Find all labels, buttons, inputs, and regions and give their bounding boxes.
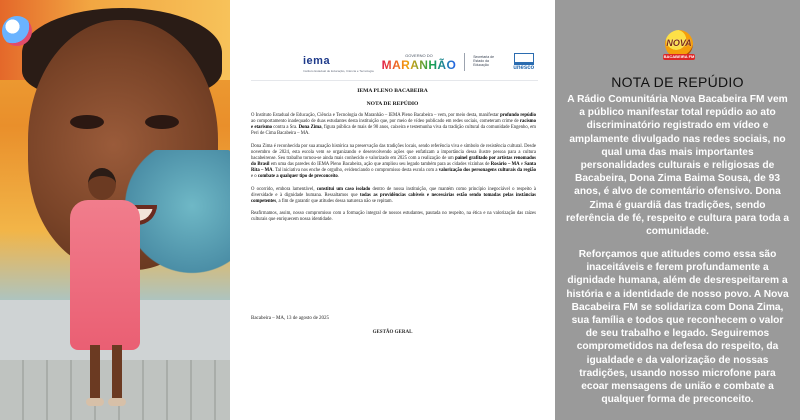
paragraph-4: Reafirmamos, assim, nosso compromisso com a formação integral de nossos estudantes, pautada no respeito, na ética e na valorização das raízes culturais que enriquecem nossa identidade. [251,211,536,223]
radio-statement-panel [555,0,800,420]
header-rule [251,80,538,81]
woman-leg-right [112,345,122,400]
paragraph-3: O ocorrido, embora lamentável, constitui um caso isolado dentro de nossa instituição, que mantém como princípio inegociável o respeito à diversidade e à dignidade humana. Ressaltamos que todas as providências cabíveis e necessárias estão sendo tomadas pelas instâncias competentes, a fim de garantir que atitudes dessa natureza não se repitam. [251,186,536,204]
mural-eye-left [70,115,104,129]
unesco-logo: unesco [513,53,534,71]
document-signature: GESTÃO GERAL [372,330,413,335]
radio-logo-word: NOVA [666,38,692,48]
woman-shoe-left [86,398,104,406]
paragraph-2: Dona Zima é reconhecida por sua atuação histórica na preservação das tradições locais, sendo referência viva e símbolo de resistência cultural. Desde novembro de 2024, esta escola vem se organizando e desenvolvendo ações que enfatizam a importância dessa ilustre pessoa para a cultura bacabeirense. Seu trabalho tornou-se ainda mais conhecido e valorizado em 2025 com a realização de um painel grafitado por artistas renomados do Brasil em uma das paredes do IEMA Pleno Bacabeira, ação que ampliou seu legado também para as cidades vizinhas de Rosário – MA e Santa Rita – MA. Tal iniciativa nos enche de orgulho, evidenciando o compromisso desta escola com a valorização dos personagens culturais da região e o combate a qualquer tipo de preconceito. [251,143,537,180]
woman-head [88,168,116,200]
document-logos [303,48,534,76]
woman-shoe-right [108,398,126,406]
nova-bacabeira-fm-logo [659,28,699,68]
sticker-icon [2,16,32,46]
paragraph-1: O Instituto Estadual de Educação, Ciência e Tecnologia do Maranhão – IEMA Pleno Bacabeira – vem, por meio desta, manifestar profundo repúdio ao comportamento inadequado de duas estudantes desta instituição que, por meio de vídeo publicado em redes sociais, cometeram crime de racismo e etarismo contra a Sra. Dona Zima, figura pública de mais de 90 anos, caixeira e testemunha viva da tradição cultural da comunidade Engenho, em Peri de Cima Bacabeira – MA. [251,113,536,137]
document-body [251,113,536,230]
panel-paragraph-2: Reforçamos que atitudes como essa são inaceitáveis e ferem profundamente a dignidade humana, além de desrespeitarem a história e a identidade de nosso povo. A Nova Bacabeira FM se solidariza com Dona Zima, sua família e todos que reconhecem o valor de seu trabalho e legado. Seguiremos comprometidos na defesa do respeito, da igualdade e da valorização de nossas tradições, usando nosso microfone para ecoar mensagens de união e combate a qualquer forma de preconceito. [566,249,789,406]
governo-maranhao-logo: GOVERNO DO MARANHÃO [381,52,457,72]
panel-paragraph-1: A Rádio Comunitária Nova Bacabeira FM vem a público manifestar total repúdio ao ato discriminatório registrado em vídeo e amplamente divulgado nas redes sociais, no qual uma das mais importantes personalidades culturais e religiosas de Bacabeira, Dona Zima Baima Sousa, de 93 anos, é alvo de comentário ofensivo. Dona Zima é guardiã das tradições, sendo referência de fé, respeito e cultura para toda a comunidade. [565,94,790,238]
logo-divider [464,53,465,71]
iema-logo: iema Instituto Estadual de Educação, Ciência e Tecnologia [303,55,374,73]
mural-eye-right [145,115,179,129]
unesco-temple-icon [514,53,534,65]
panel-title: NOTA DE REPÚDIO [611,74,744,90]
document-header: IEMA PLENO BACABEIRA [357,88,428,94]
radio-logo-band-text: BACABEIRA FM [663,54,695,59]
photo-mural [0,0,230,420]
document-date: Bacabeira – MA, 13 de agosto de 2025 [251,316,330,321]
woman-leg-left [90,345,100,400]
repudio-document [233,0,552,420]
woman-pink-dress [70,200,140,350]
secretaria-label: Secretaria de Estado da Educação [473,55,495,67]
document-title: NOTA DE REPÚDIO [366,101,419,107]
